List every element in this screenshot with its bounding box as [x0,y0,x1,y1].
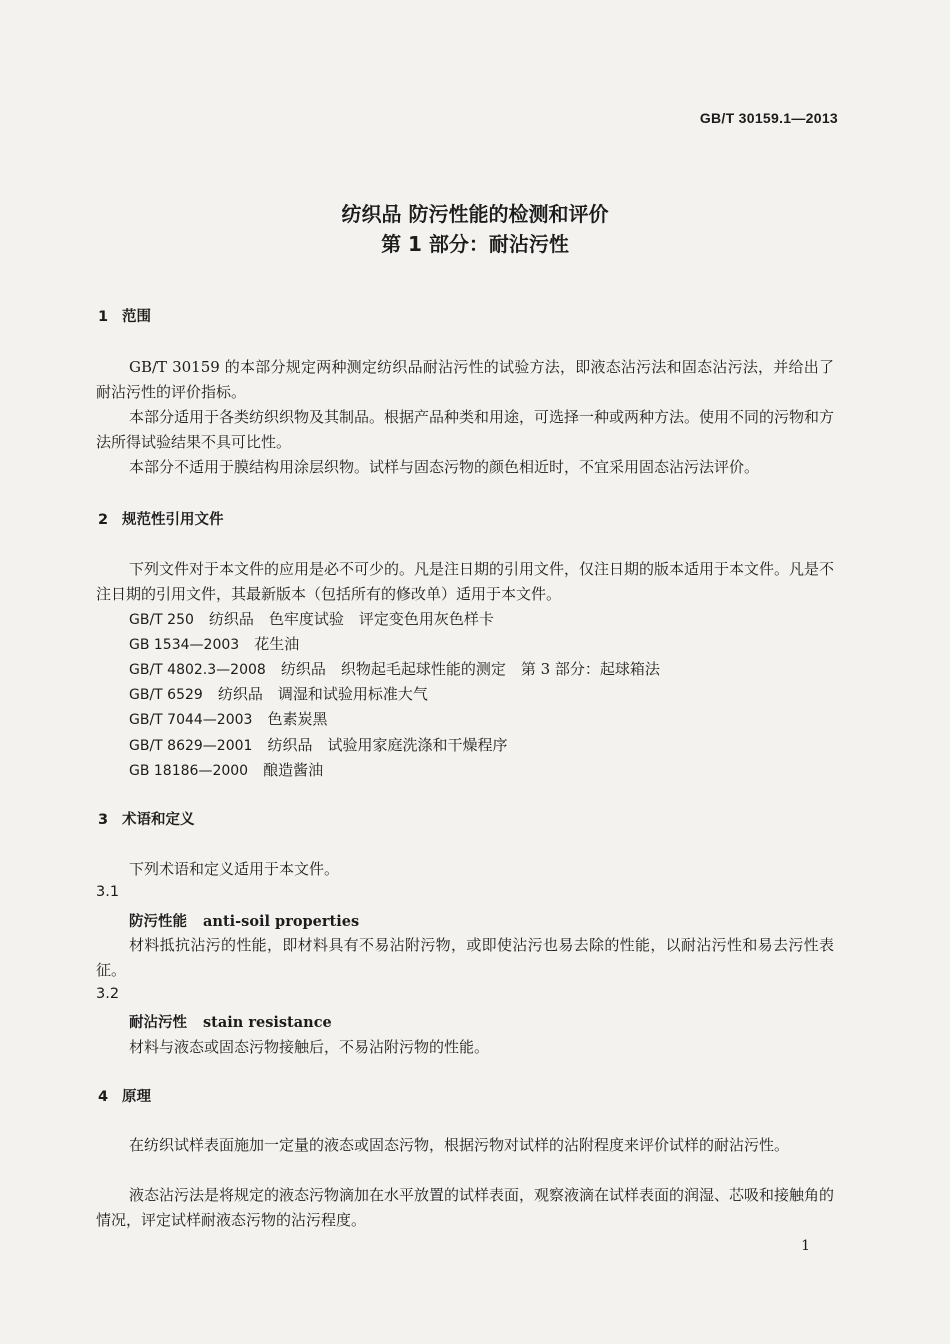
term-definition: 材料抵抗沾污的性能，即材料具有不易沾附污物，或即使沾污也易去除的性能，以耐沾污性和易去污性表征。 [96,936,834,979]
section-number: 2 [98,512,109,528]
reference-code: GB 1534—2003 [129,637,240,653]
paragraph: 本部分不适用于膜结构用涂层织物。试样与固态污物的颜色相近时，不宜采用固态沾污法评价。 [129,458,760,476]
reference-code: GB 18186—2000 [129,763,249,779]
reference-item [129,759,323,780]
reference-code: GB/T 6529 [129,687,203,703]
paragraph: GB/T 30159 的本部分规定两种测定纺织品耐沾污性的试验方法，即液态沾污法和固态沾污法，并给出了耐沾污性的评价指标。 [96,358,834,401]
reference-item [129,608,494,629]
reference-title: 纺织品 织物起毛起球性能的测定 第 3 部分：起球箱法 [280,660,660,678]
paragraph: 下列术语和定义适用于本文件。 [129,860,340,878]
section-3-heading [98,808,195,829]
reference-title: 纺织品 色牢度试验 评定变色用灰色样卡 [208,610,494,628]
section-4-heading [98,1085,151,1106]
section-number: 1 [98,309,109,325]
reference-title: 纺织品 调湿和试验用标准大气 [217,685,428,703]
reference-title: 纺织品 试验用家庭洗涤和干燥程序 [267,736,508,754]
section-1-heading [98,305,151,326]
reference-title: 色素炭黑 [267,710,328,728]
section-title: 术语和定义 [122,812,195,828]
section-number: 4 [98,1089,109,1105]
term-english: stain resistance [203,1014,332,1031]
section-title: 范围 [122,309,151,325]
term-definition: 材料与液态或固态污物接触后，不易沾附污物的性能。 [129,1038,490,1056]
section-title: 规范性引用文件 [122,512,224,528]
paragraph: 液态沾污法是将规定的液态污物滴加在水平放置的试样表面，观察液滴在试样表面的润湿、芯吸和接触角的情况，评定试样耐液态污物的沾污程度。 [96,1186,835,1229]
standard-code: GB/T 30159.1—2013 [699,110,838,126]
document-title: 纺织品 防污性能的检测和评价 [341,202,609,226]
term-entry [129,910,359,931]
reference-title: 花生油 [254,635,300,653]
reference-code: GB/T 4802.3—2008 [129,662,266,678]
term-entry [129,1011,332,1032]
page-number: 1 [801,1238,810,1254]
term-english: anti-soil properties [203,913,360,930]
paragraph: 在纺织试样表面施加一定量的液态或固态污物，根据污物对试样的沾附程度来评价试样的耐沾污性。 [129,1136,790,1154]
reference-item [129,683,428,704]
paragraph: 本部分适用于各类纺织织物及其制品。根据产品种类和用途，可选择一种或两种方法。使用不同的污物和方法所得试验结果不具可比性。 [96,408,835,451]
section-2-heading [98,508,224,529]
paragraph: 下列文件对于本文件的应用是必不可少的。凡是注日期的引用文件，仅注日期的版本适用于本文件。凡是不注日期的引用文件，其最新版本（包括所有的修改单）适用于本文件。 [96,560,835,603]
term-chinese: 防污性能 [129,914,187,930]
reference-code: GB/T 250 [129,612,194,628]
section-title: 原理 [122,1089,151,1105]
reference-code: GB/T 7044—2003 [129,712,253,728]
reference-item [129,734,507,755]
term-chinese: 耐沾污性 [129,1015,187,1031]
reference-code: GB/T 8629—2001 [129,738,253,754]
document-subtitle: 第 1 部分：耐沾污性 [381,232,569,256]
reference-item [129,658,660,679]
reference-title: 酿造酱油 [263,761,324,779]
clause-number: 3.1 [96,884,120,900]
reference-item [129,633,299,654]
clause-number: 3.2 [96,986,120,1002]
reference-item [129,708,327,729]
section-number: 3 [98,812,109,828]
